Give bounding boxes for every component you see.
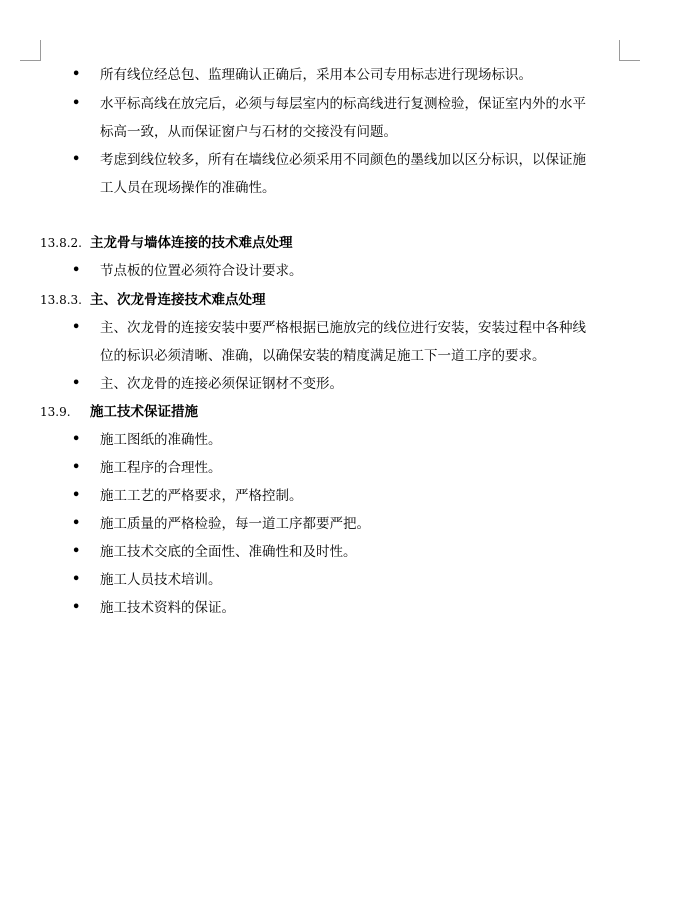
list-item-continuation [100,118,620,146]
list-item: 施工工艺的严格要求，严格控制。 [100,488,303,504]
bullet-icon: • [72,544,81,559]
list-item-continuation [100,174,620,202]
bullet-icon: • [72,488,81,503]
list-item [100,146,620,174]
page-corner-mark-top-right [619,40,640,61]
bullet-icon: • [72,572,81,587]
list-item-line: 水平标高线在放完后，必须与每层室内的标高线进行复测检验，保证室内外的水平 [100,96,586,112]
section-number: 13.8.2. [40,236,82,250]
list-item: 施工程序的合理性。 [100,460,222,476]
page-corner-mark-top-left [20,40,41,61]
list-item-line: 标高一致，从而保证窗户与石材的交接没有问题。 [100,124,397,140]
list-item: 主、次龙骨的连接必须保证钢材不变形。 [100,376,343,392]
bullet-icon: • [72,376,81,391]
bullet-icon: • [72,460,81,475]
bullet-icon: • [72,432,81,447]
list-item: 施工技术资料的保证。 [100,600,235,616]
bullet-icon: • [72,67,81,82]
list-item [100,90,620,118]
bullet-icon: • [72,516,81,531]
section-heading: 主、次龙骨连接技术难点处理 [90,292,266,308]
list-item: 施工技术交底的全面性、准确性和及时性。 [100,544,357,560]
list-item: 施工质量的严格检验，每一道工序都要严把。 [100,516,370,532]
list-item-line: 工人员在现场操作的准确性。 [100,180,276,196]
section-number: 13.8.3. [40,293,82,307]
section-number: 13.9. [40,405,71,419]
list-item: 主、次龙骨的连接安装中要严格根据已施放完的线位进行安装，安装过程中各种线 [100,320,586,336]
list-item: 所有线位经总包、监理确认正确后，采用本公司专用标志进行现场标识。 [100,67,532,83]
bullet-icon: • [72,600,81,615]
bullet-icon: • [72,152,81,167]
bullet-icon: • [72,263,81,278]
list-item: 施工图纸的准确性。 [100,432,222,448]
list-item: 施工人员技术培训。 [100,572,222,588]
bullet-icon: • [72,96,81,111]
section-heading: 主龙骨与墙体连接的技术难点处理 [90,235,293,251]
list-item-continuation: 位的标识必须清晰、准确，以确保安装的精度满足施工下一道工序的要求。 [100,348,546,364]
list-item: 节点板的位置必须符合设计要求。 [100,263,303,279]
bullet-icon: • [72,320,81,335]
list-item-line: 考虑到线位较多，所有在墙线位必须采用不同颜色的墨线加以区分标识，以保证施 [100,152,586,168]
section-heading: 施工技术保证措施 [90,404,198,420]
